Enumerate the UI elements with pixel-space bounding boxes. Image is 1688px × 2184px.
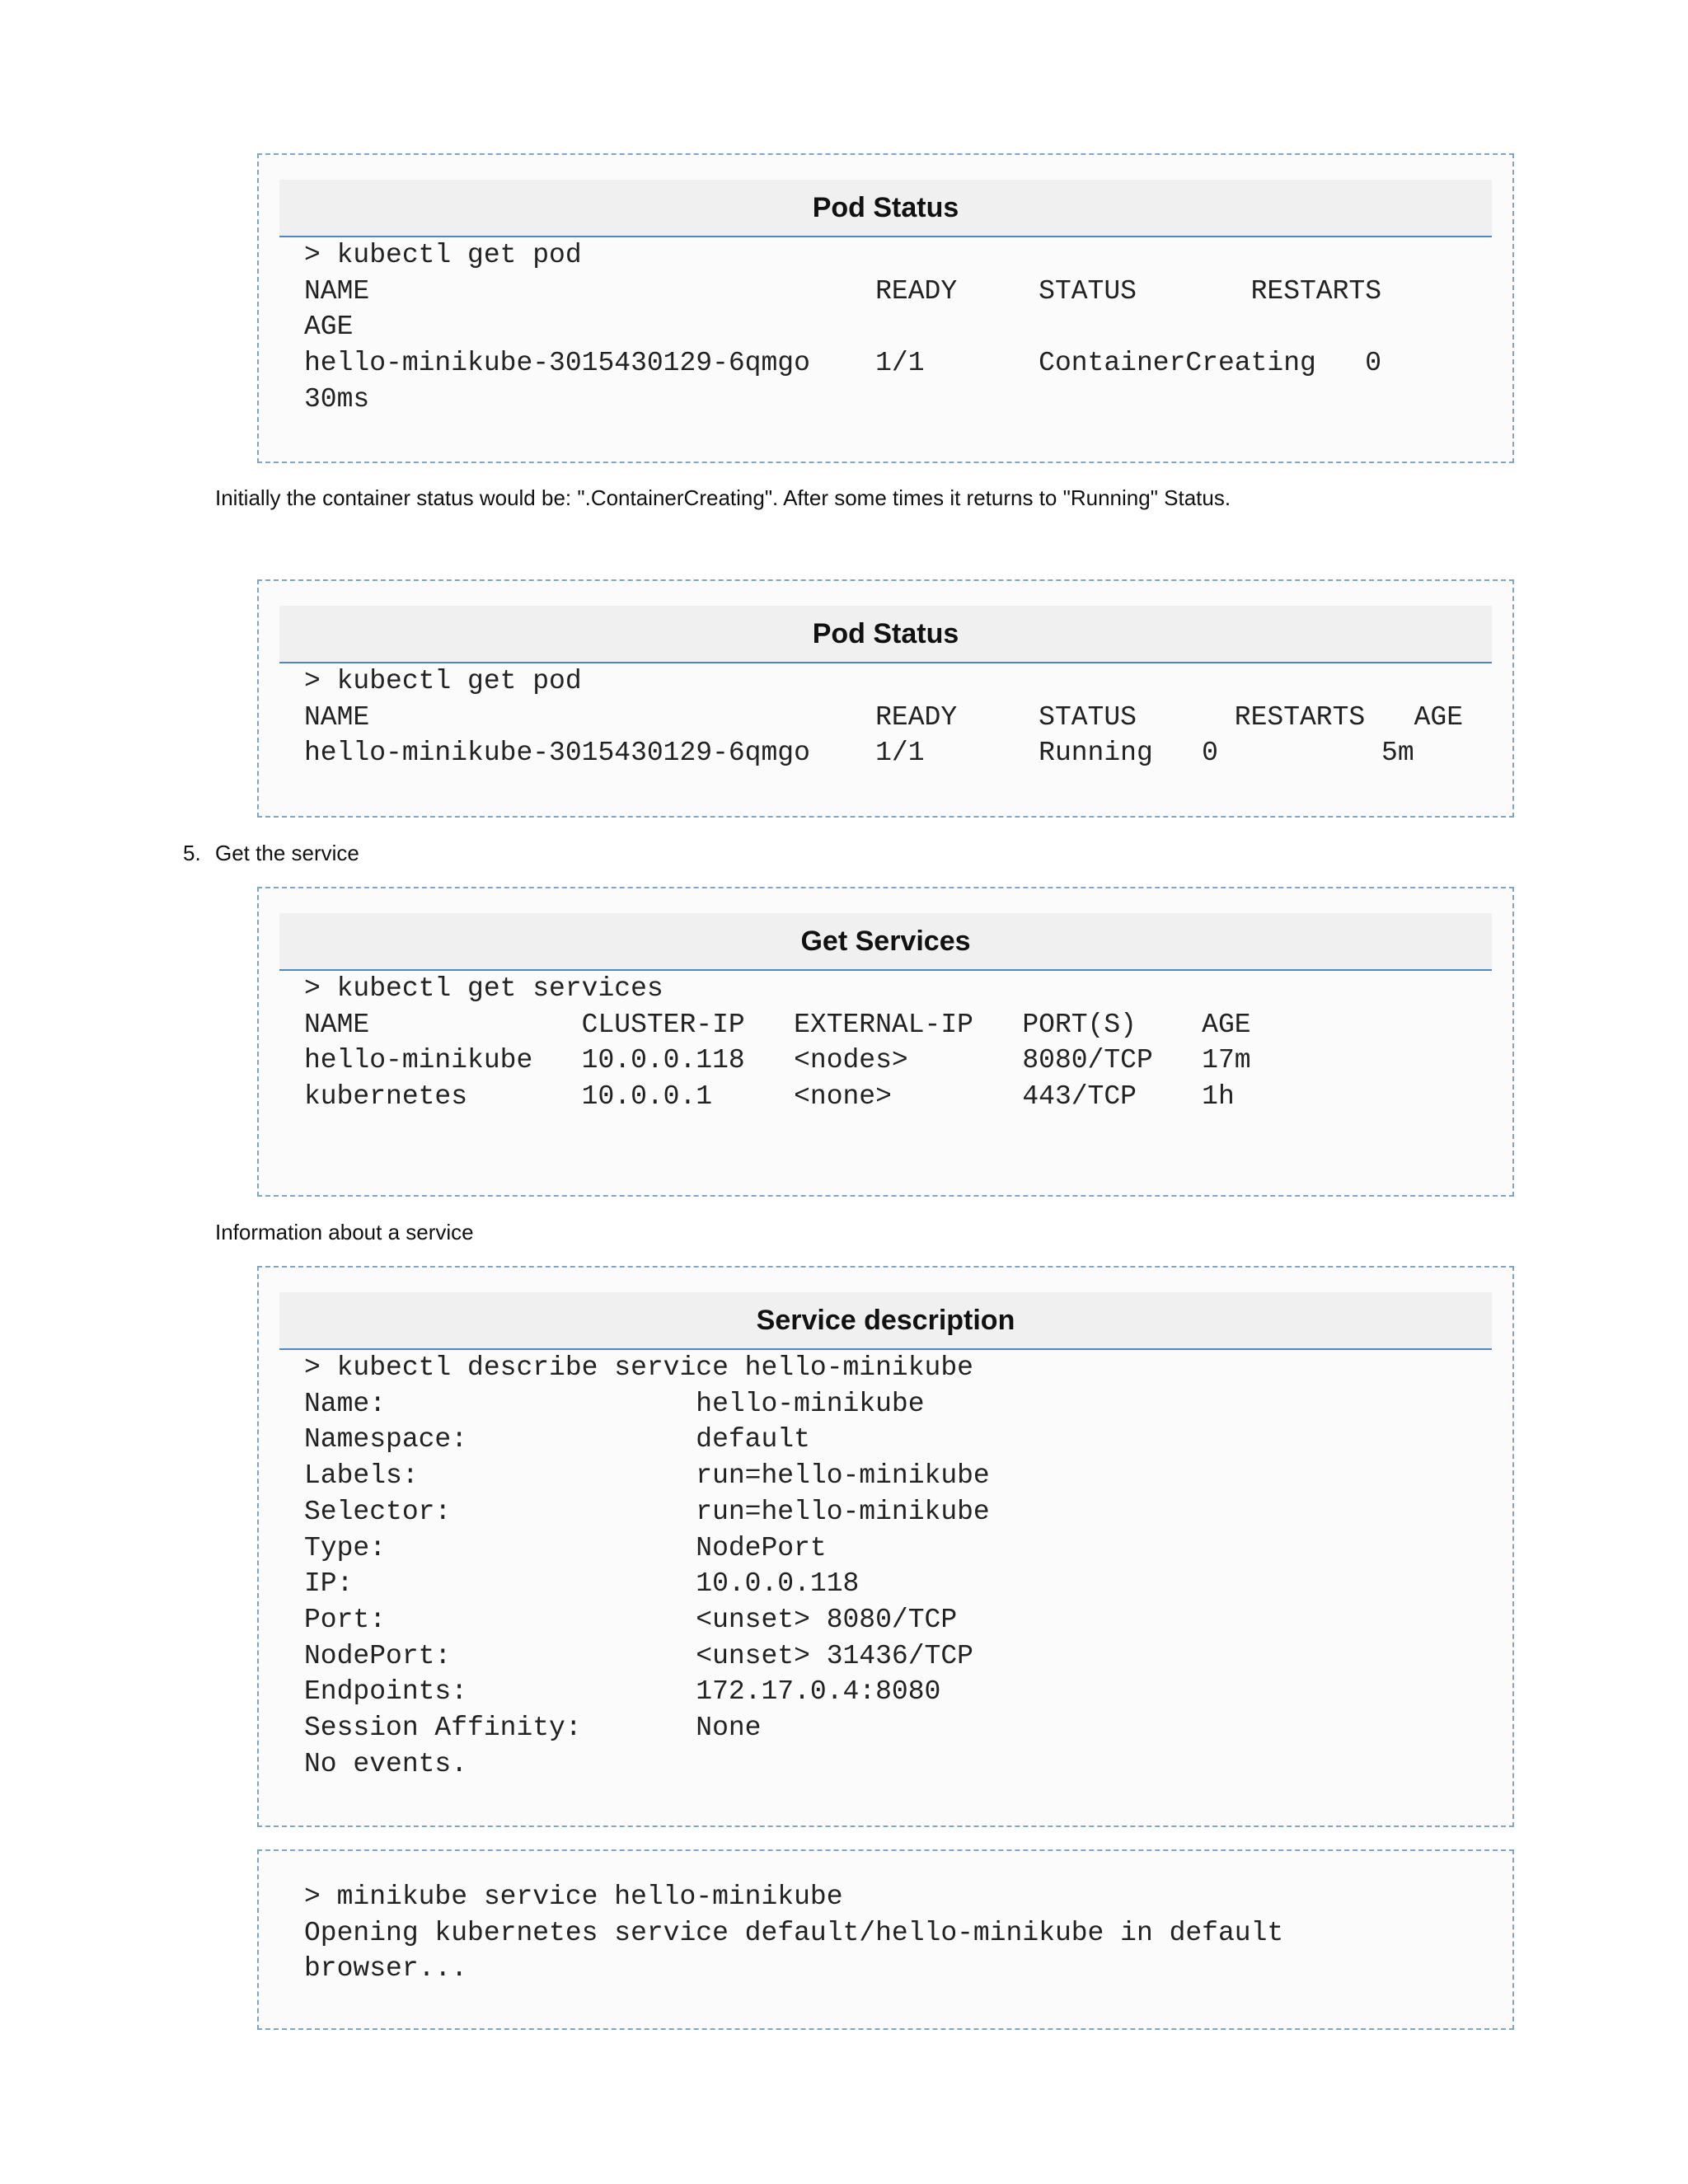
code-block <box>304 971 1496 1115</box>
code-line: > kubectl get pod <box>304 240 582 270</box>
panel-title: Get Services <box>279 913 1492 971</box>
service-description-panel <box>257 1266 1514 1827</box>
code-line: hello-minikube 10.0.0.118 <nodes> 8080/TCP 17m <box>304 1045 1251 1076</box>
code-block <box>304 237 1496 418</box>
step-5-number: 5. <box>183 841 201 865</box>
code-block <box>304 1879 1496 1987</box>
code-line: NodePort: <unset> 31436/TCP <box>304 1640 973 1671</box>
code-block <box>304 1350 1496 1782</box>
container-status-note: Initially the container status would be: ".ContainerCreating". After some times it returns to "Running" Status. <box>215 485 1231 510</box>
step-5-label: Get the service <box>215 841 359 865</box>
panel-title: Pod Status <box>279 606 1492 663</box>
code-line: Type: NodePort <box>304 1532 827 1563</box>
service-info-heading: Information about a service <box>215 1220 474 1244</box>
code-line: hello-minikube-3015430129-6qmgo 1/1 ContainerCreating 0 <box>304 348 1382 379</box>
code-line: IP: 10.0.0.118 <box>304 1568 860 1600</box>
code-line: 30ms <box>304 383 370 415</box>
code-line: > kubectl get pod <box>304 666 582 696</box>
code-line: > kubectl get services <box>304 973 663 1004</box>
code-line: Opening kubernetes service default/hello-minikube in default <box>304 1917 1284 1948</box>
code-line: AGE <box>304 312 354 343</box>
code-line: NAME READY STATUS RESTARTS <box>304 275 1382 307</box>
get-services-panel <box>257 887 1514 1197</box>
code-line: Labels: run=hello-minikube <box>304 1460 990 1492</box>
code-block <box>304 663 1496 771</box>
code-line: hello-minikube-3015430129-6qmgo 1/1 Running 0 5m <box>304 738 1414 769</box>
pod-status-panel-2 <box>257 579 1514 818</box>
code-line: Port: <unset> 8080/TCP <box>304 1604 958 1635</box>
code-line: browser... <box>304 1953 468 1985</box>
code-line: Namespace: default <box>304 1424 810 1455</box>
code-line: Name: hello-minikube <box>304 1388 925 1419</box>
code-line: > kubectl describe service hello-minikube <box>304 1352 973 1383</box>
code-line: No events. <box>304 1748 468 1779</box>
pod-status-panel-1 <box>257 153 1514 463</box>
code-line: Selector: run=hello-minikube <box>304 1496 990 1527</box>
code-line: NAME CLUSTER-IP EXTERNAL-IP PORT(S) AGE <box>304 1009 1251 1040</box>
panel-title: Service description <box>279 1292 1492 1350</box>
code-line: > minikube service hello-minikube <box>304 1882 843 1912</box>
code-line: kubernetes 10.0.0.1 <none> 443/TCP 1h <box>304 1081 1235 1113</box>
panel-title: Pod Status <box>279 180 1492 237</box>
code-line: Session Affinity: None <box>304 1713 762 1744</box>
code-line: NAME READY STATUS RESTARTS AGE <box>304 701 1464 733</box>
minikube-service-panel <box>257 1849 1514 2030</box>
code-line: Endpoints: 172.17.0.4:8080 <box>304 1676 941 1708</box>
